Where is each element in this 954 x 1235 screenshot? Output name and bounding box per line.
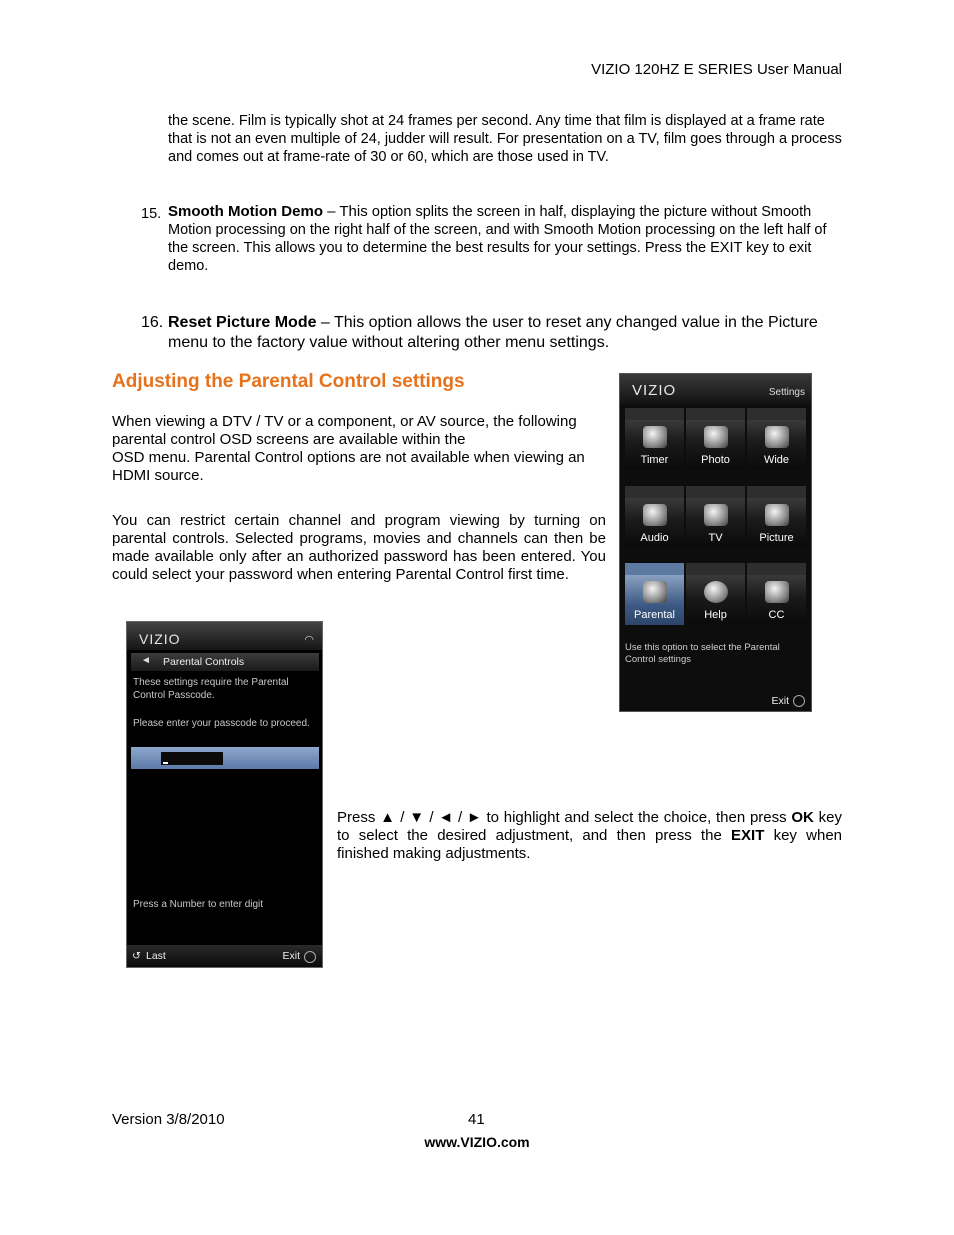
menu-help-text: Use this option to select the Parental Control settings [625,642,780,665]
item-15-number: 15. [141,206,162,222]
wifi-icon: ◠ [304,634,314,646]
item-16-body: – This option allows the user to reset any changed value in the Picture menu to the factory value without altering other menu settings. [168,314,818,351]
return-icon: ↺ [132,950,141,962]
parental-controls-screenshot [126,621,323,968]
audio-icon [643,504,667,526]
press-text-c: key when finished making adjustments. [337,827,842,862]
tile-audio[interactable] [625,486,684,548]
item-15-title: Smooth Motion Demo [168,203,323,220]
section-heading: Adjusting the Parental Control settings [112,371,465,392]
item-16-title: Reset Picture Mode [168,314,317,331]
wide-icon [765,426,789,448]
exit-icon [793,695,805,707]
lock-icon [643,581,667,603]
pc-exit-button[interactable]: Exit [282,950,300,962]
tile-tv-label: TV [708,532,723,544]
tile-cc-label: CC [768,609,785,621]
pc-message-1: These settings require the Parental Control Passcode. [133,677,289,701]
tile-timer[interactable] [625,408,684,470]
press-exit: EXIT [731,827,765,844]
footer-version: Version 3/8/2010 [112,1111,225,1128]
pc-last-button[interactable]: Last [146,950,166,962]
item-16-number: 16. [141,314,164,331]
tile-photo-label: Photo [701,454,730,466]
passcode-cursor [163,762,168,764]
tile-wide[interactable] [747,408,806,470]
picture-icon [765,504,789,526]
press-ok: OK [791,809,814,826]
menu-vizio-logo: VIZIO [632,382,677,399]
pc-exit-icon [304,951,316,963]
tile-tv[interactable] [686,486,745,548]
tile-picture[interactable] [747,486,806,548]
tile-parental[interactable] [625,563,684,625]
photo-icon [704,426,728,448]
tile-help[interactable] [686,563,745,625]
header-title: VIZIO 120HZ E SERIES User Manual [591,61,842,78]
item-16-text [168,313,828,353]
intro-paragraph: the scene. Film is typically shot at 24 frames per second. Any time that film is displayed at a frame rate that is not an even multiple of 24, judder will result. For presentation on a TV, film goes through a process and comes out at frame-rate of 30 or 60, which are those used in TV. [168,113,842,165]
tile-audio-label: Audio [640,532,669,544]
tile-timer-label: Timer [640,454,669,466]
tile-picture-label: Picture [759,532,794,544]
tile-help-label: Help [704,609,727,621]
timer-icon [643,426,667,448]
section-para-2: You can restrict certain channel and program viewing by turning on parental controls. Selected programs, movies and channels can then be made available only after an authorized password has been entered. You could select your password when entering Parental Control first time. [112,512,606,583]
press-instructions [337,809,842,863]
help-icon [704,581,728,603]
tile-wide-label: Wide [763,454,790,466]
tile-photo[interactable] [686,408,745,470]
pc-vizio-logo: VIZIO [139,631,181,647]
section-para-1 [112,413,606,485]
item-15-text [168,203,844,275]
tv-icon [704,504,728,526]
press-text-a: Press ▲ / ▼ / ◄ / ► to highlight and select the choice, then press [337,809,792,826]
cc-icon [765,581,789,603]
tile-parental-label: Parental [634,609,675,621]
passcode-input[interactable] [161,752,223,765]
para-1-line-2: OSD menu. Parental Control options are not available when viewing an HDMI source. [112,449,585,484]
pc-hint: Press a Number to enter digit [133,899,264,910]
item-15-dash: – This [322,203,372,220]
passcode-row [131,747,319,769]
item-15-body: option splits the screen in half, displaying the picture without Smooth Motion processing on the right half of the screen, and with Smooth Motion processing on the left half of the screen. This allows you to determine the best results for your settings. Press the EXIT key to exit demo. [168,204,827,274]
menu-exit-label[interactable]: Exit [771,695,789,707]
back-arrow-icon[interactable]: ◄ [141,655,151,666]
menu-settings-title: Settings [768,387,805,398]
para-1-line-1: When viewing a DTV / TV or a component, or AV source, the following parental control OSD screens are available within the [112,413,577,448]
pc-bottom-bar [127,945,322,967]
pc-title: Parental Controls [163,656,245,668]
tile-cc[interactable] [747,563,806,625]
settings-menu-screenshot [619,373,812,712]
footer-website[interactable]: www.VIZIO.com [424,1134,530,1150]
footer-page-number: 41 [468,1111,485,1128]
press-text-b: key to select the desired adjustment, and then press the [337,809,842,844]
pc-title-bar[interactable] [131,653,319,671]
pc-message-2: Please enter your passcode to proceed. [133,718,310,729]
